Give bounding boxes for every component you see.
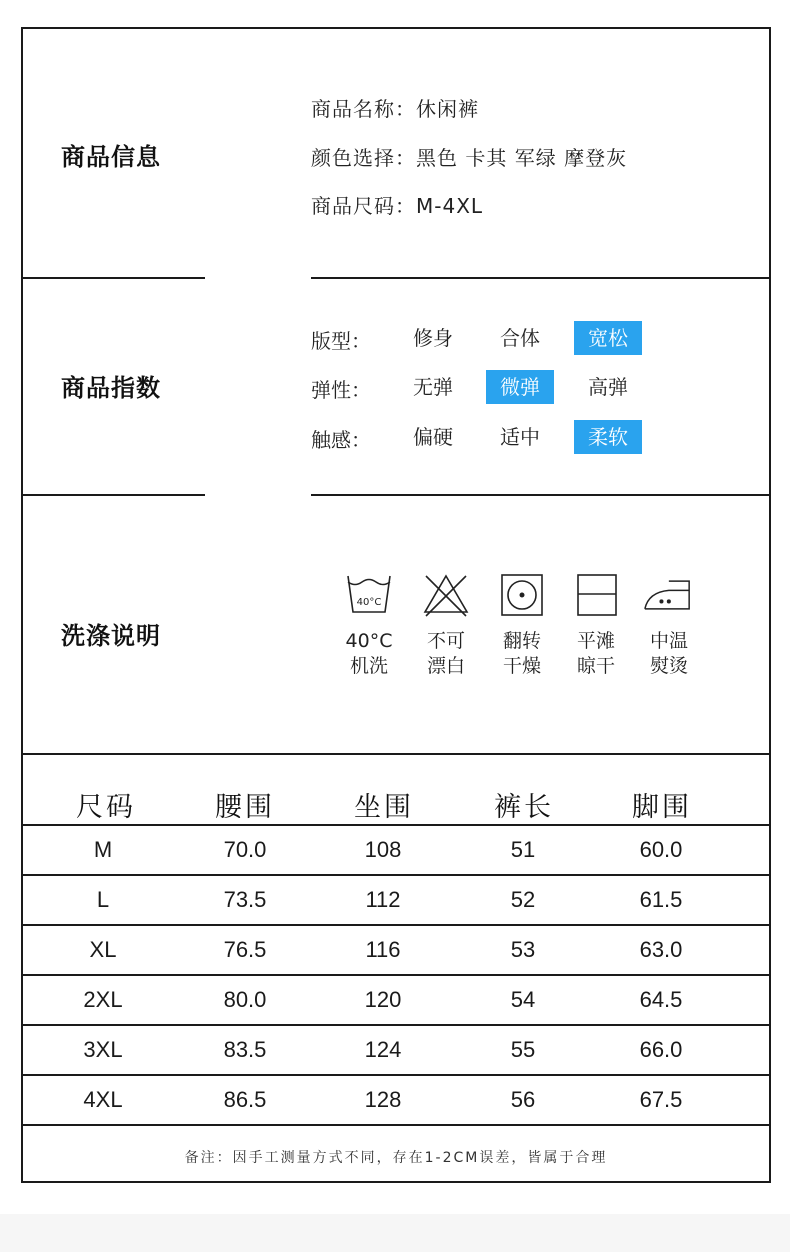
cell-size: 2XL xyxy=(83,987,123,1012)
stretch-option-high: 高弹 xyxy=(588,375,628,399)
cell-hem: 60.0 xyxy=(639,837,683,862)
cell-size: L xyxy=(96,887,110,912)
feel-option-soft-selected: 柔软 xyxy=(574,420,642,454)
cell-hip: 112 xyxy=(365,887,401,912)
cell-length: 55 xyxy=(510,1037,536,1062)
table-row xyxy=(23,926,769,974)
product-name-line: 商品名称：休闲裤 xyxy=(311,97,479,121)
cell-hem: 63.0 xyxy=(639,937,683,962)
tumble-dry-icon xyxy=(498,572,546,618)
cell-waist: 73.5 xyxy=(223,887,267,912)
cell-waist: 86.5 xyxy=(223,1087,267,1112)
wash-temp-label: 40°C xyxy=(356,597,382,608)
product-spec-card xyxy=(21,27,771,1183)
iron-medium-icon xyxy=(643,572,691,618)
page-footer-band xyxy=(0,1214,790,1252)
cell-waist: 83.5 xyxy=(223,1037,267,1062)
table-row xyxy=(23,976,769,1024)
cell-hem: 64.5 xyxy=(639,987,683,1012)
cell-length: 52 xyxy=(510,887,536,912)
stretch-option-slight-selected: 微弹 xyxy=(486,370,554,404)
wash-section-title: 洗涤说明 xyxy=(61,622,161,650)
cell-hip: 108 xyxy=(364,837,402,862)
fit-option-regular: 合体 xyxy=(500,326,540,350)
cell-hip: 116 xyxy=(365,937,401,962)
iron-medium-text: 中温 熨烫 xyxy=(649,630,688,677)
divider-right-2 xyxy=(311,494,769,496)
table-row xyxy=(23,876,769,924)
cell-hem: 61.5 xyxy=(639,887,683,912)
feel-option-stiff: 偏硬 xyxy=(413,425,453,449)
index-section-title: 商品指数 xyxy=(61,374,161,402)
no-bleach-icon xyxy=(422,572,470,618)
divider-left-2 xyxy=(23,494,205,496)
cell-size: 4XL xyxy=(83,1087,123,1112)
cell-length: 56 xyxy=(510,1087,536,1112)
cell-hem: 66.0 xyxy=(639,1037,683,1062)
index-label-feel: 触感： xyxy=(311,428,371,452)
flat-dry-icon xyxy=(574,572,622,618)
cell-size: XL xyxy=(89,937,117,962)
tumble-dry-text: 翻转 干燥 xyxy=(502,630,541,677)
stretch-option-none: 无弹 xyxy=(413,375,453,399)
flat-dry-text: 平滩 晾干 xyxy=(576,630,615,677)
divider-table-top xyxy=(23,753,769,755)
no-bleach-text: 不可 漂白 xyxy=(426,630,465,677)
size-range-line: 商品尺码：M-4XL xyxy=(311,194,484,218)
table-row xyxy=(23,826,769,874)
wash-40c-text: 40°C 机洗 xyxy=(345,630,393,677)
divider-left xyxy=(23,277,205,279)
cell-hip: 128 xyxy=(364,1087,402,1112)
fit-option-loose-selected: 宽松 xyxy=(574,321,642,355)
cell-waist: 76.5 xyxy=(223,937,267,962)
cell-waist: 70.0 xyxy=(223,837,267,862)
divider-right xyxy=(311,277,769,279)
header-hip: 坐围 xyxy=(354,792,414,823)
table-row xyxy=(23,1026,769,1074)
header-length: 裤长 xyxy=(494,792,554,823)
table-divider xyxy=(23,1124,769,1126)
cell-size: M xyxy=(93,837,113,862)
header-waist: 腰围 xyxy=(215,792,275,823)
feel-option-medium: 适中 xyxy=(500,425,540,449)
fit-option-slim: 修身 xyxy=(413,326,453,350)
cell-hip: 120 xyxy=(364,987,402,1012)
cell-length: 54 xyxy=(510,987,536,1012)
wash-40c-icon xyxy=(345,572,393,618)
info-section-title: 商品信息 xyxy=(61,143,161,171)
table-row xyxy=(23,1076,769,1124)
header-size: 尺码 xyxy=(76,792,136,823)
cell-hem: 67.5 xyxy=(639,1087,683,1112)
cell-hip: 124 xyxy=(364,1037,402,1062)
cell-length: 53 xyxy=(510,937,536,962)
cell-length: 51 xyxy=(510,837,536,862)
index-label-stretch: 弹性： xyxy=(311,378,371,402)
color-options-line: 颜色选择：黑色 卡其 军绿 摩登灰 xyxy=(311,146,628,170)
cell-waist: 80.0 xyxy=(223,987,267,1012)
index-label-fit: 版型： xyxy=(311,329,371,353)
measurement-note: 备注：因手工测量方式不同，存在1-2CM误差，皆属于合理 xyxy=(184,1150,608,1166)
header-hem: 脚围 xyxy=(632,792,692,823)
cell-size: 3XL xyxy=(83,1037,123,1062)
